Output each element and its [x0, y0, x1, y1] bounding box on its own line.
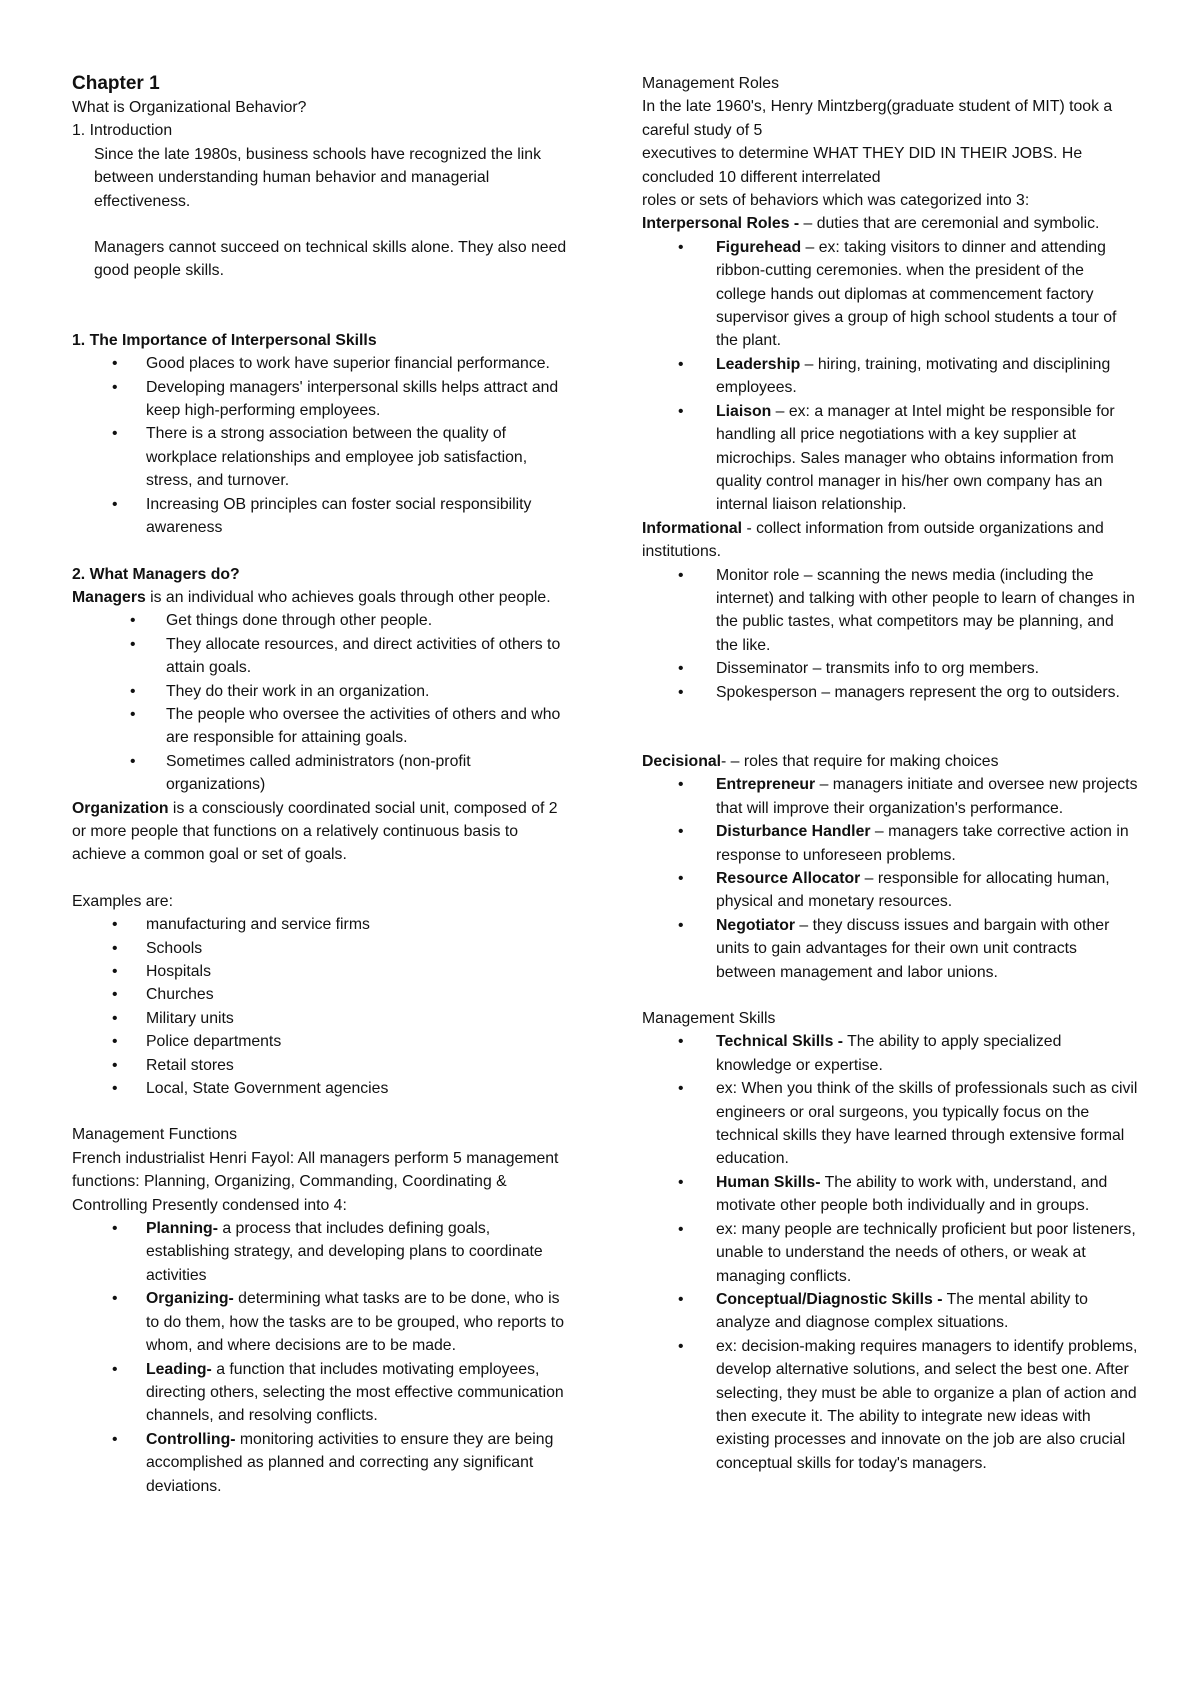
- list-item: • The people who oversee the activities of others and who are responsible for attaining goals.: [72, 703, 572, 750]
- section-heading: Management Roles: [642, 75, 779, 92]
- term: Figurehead: [716, 238, 802, 256]
- functions-list: [72, 1217, 572, 1498]
- list-item: [642, 820, 1138, 867]
- list-item: • They allocate resources, and direct activities of others to attain goals.: [72, 633, 572, 680]
- list-item: • Local, State Government agencies: [72, 1077, 572, 1100]
- term: Negotiator: [716, 916, 795, 934]
- managers-list: [72, 609, 572, 796]
- term: Interpersonal Roles -: [642, 215, 800, 233]
- term: Controlling-: [146, 1430, 236, 1448]
- item-text: The mental ability to analyze and diagnose complex situations.: [716, 1290, 1088, 1332]
- examples-label: Examples are:: [72, 892, 173, 910]
- list-item: • Good places to work have superior financial performance.: [72, 352, 572, 375]
- item-text: ex: When you think of the skills of professionals such as civil engineers or oral surgeons, you typically focus on the technical skills they have learned through extensive formal education.: [716, 1080, 1138, 1168]
- item-text: – managers take corrective action in response to unforeseen problems.: [716, 823, 1129, 864]
- list-item: [642, 773, 1138, 820]
- section-heading: 1. The Importance of Interpersonal Skills: [72, 331, 377, 349]
- definition: [72, 586, 572, 609]
- definition: [642, 750, 1138, 773]
- skills-list: [642, 1030, 1138, 1475]
- list-item: • There is a strong association between the quality of workplace relationships and employee job satisfaction, stress, and turnover.: [72, 422, 572, 492]
- list-item: [642, 1077, 1138, 1171]
- examples-list: [72, 913, 572, 1100]
- item-text: – ex: a manager at Intel might be responsible for handling all price negotiations with a key supplier at microchips. Sales manager who obtains information from quality control manager in his/her own company has an internal liaison relationship.: [716, 402, 1115, 514]
- list-item: [642, 1218, 1138, 1288]
- item-text: – ex: taking visitors to dinner and attending ribbon-cutting ceremonies. when the president of the college hands out diplomas at commencement factory supervisor gives a group of high school students a tour of the plant.: [716, 238, 1117, 350]
- term: Disturbance Handler: [716, 823, 871, 841]
- list-item: • Sometimes called administrators (non-profit organizations): [72, 750, 572, 797]
- list-item: [72, 1217, 572, 1287]
- list-item: [642, 1030, 1138, 1077]
- intro-heading: 1. Introduction: [72, 122, 173, 140]
- term: Informational: [642, 519, 743, 537]
- list-item: • Hospitals: [72, 960, 572, 983]
- list-item: • Military units: [72, 1007, 572, 1030]
- interpersonal-list: [642, 236, 1138, 517]
- roles-intro: In the late 1960's, Henry Mintzberg(graduate student of MIT) took a careful study of 5: [642, 98, 1113, 139]
- list-item: • Retail stores: [72, 1054, 572, 1077]
- list-item: • Schools: [72, 937, 572, 960]
- item-text: a process that includes defining goals, establishing strategy, and developing plans to coordinate activities: [146, 1220, 543, 1284]
- list-item: • Disseminator – transmits info to org members.: [642, 657, 1138, 680]
- term: Leading-: [146, 1360, 212, 1378]
- term: Conceptual/Diagnostic Skills -: [716, 1290, 943, 1308]
- definition-text: – duties that are ceremonial and symbolic.: [799, 215, 1100, 233]
- chapter-subtitle: What is Organizational Behavior?: [72, 99, 307, 116]
- term: Technical Skills -: [716, 1033, 844, 1051]
- term: Organizing-: [146, 1290, 234, 1308]
- item-text: monitoring activities to ensure they are being accomplished as planned and correcting any significant deviations.: [146, 1430, 554, 1495]
- list-item: • manufacturing and service firms: [72, 913, 572, 936]
- item-text: The ability to apply specialized knowledge or expertise.: [716, 1033, 1062, 1074]
- definition-text: is a consciously coordinated social unit, composed of 2 or more people that functions on a relatively continuous basis to achieve a common goal or set of goals.: [72, 799, 558, 864]
- definition-text: - – roles that require for making choices: [721, 752, 999, 770]
- list-item: • Churches: [72, 983, 572, 1006]
- intro-paragraph: Managers cannot succeed on technical skills alone. They also need good people skills.: [94, 239, 567, 280]
- list-item: [642, 353, 1138, 400]
- term: Planning-: [146, 1220, 218, 1238]
- term: Human Skills-: [716, 1173, 821, 1191]
- list-item: • Police departments: [72, 1030, 572, 1053]
- list-item: • Spokesperson – managers represent the org to outsiders.: [642, 681, 1138, 704]
- list-item: [642, 1288, 1138, 1335]
- item-text: a function that includes motivating employees, directing others, selecting the most effective communication channels, and resolving conflicts.: [146, 1360, 564, 1425]
- item-text: – responsible for allocating human, physical and monetary resources.: [716, 870, 1110, 911]
- term: Decisional: [642, 752, 722, 770]
- item-text: determining what tasks are to be done, who is to do them, how the tasks are to be grouped, who reports to whom, and where decisions are to be made.: [146, 1290, 564, 1355]
- list-item: • Monitor role – scanning the news media (including the internet) and talking with other people to learn of changes in the public tastes, what competitors may be planning, and the like.: [642, 564, 1138, 658]
- roles-intro: roles or sets of behaviors which was categorized into 3:: [642, 192, 1030, 210]
- definition: [642, 517, 1138, 564]
- section-heading: Management Functions: [72, 1126, 238, 1144]
- item-text: The ability to work with, understand, and motivate other people both individually and in groups.: [716, 1173, 1108, 1215]
- term: Leadership: [716, 355, 801, 373]
- term: Resource Allocator: [716, 870, 861, 887]
- item-text: – they discuss issues and bargain with other units to gain advantages for their own unit contracts between management and labor unions.: [716, 916, 1110, 981]
- left-column: [72, 72, 572, 1498]
- term: Managers: [72, 588, 146, 606]
- term: Organization: [72, 799, 169, 817]
- definition-text: - collect information from outside organizations and institutions.: [642, 519, 1104, 561]
- item-text: ex: decision-making requires managers to identify problems, develop alternative solutions, and select the best one. After selecting, they must be able to organize a plan of action and then execute it. The ability to integrate new ideas with existing processes and innovate on the job are also crucial conceptual skills for today's managers.: [716, 1337, 1138, 1472]
- list-item: • Get things done through other people.: [72, 609, 572, 632]
- list-item: • Developing managers' interpersonal skills helps attract and keep high-performing employees.: [72, 376, 572, 423]
- right-column: [642, 72, 1138, 1475]
- item-text: – managers initiate and oversee new projects that will improve their organization's performance.: [716, 776, 1138, 817]
- list-item: [72, 1287, 572, 1357]
- list-item: [642, 914, 1138, 984]
- list-item: [642, 236, 1138, 353]
- functions-intro: French industrialist Henri Fayol: All managers perform 5 management functions: Planning, Organizing, Commanding, Coordinating & Controlling Presently condensed into 4:: [72, 1149, 559, 1214]
- chapter-title: Chapter 1: [72, 73, 160, 94]
- roles-intro: executives to determine WHAT THEY DID IN THEIR JOBS. He concluded 10 different interrelated: [642, 145, 1083, 186]
- decisional-list: [642, 773, 1138, 984]
- intro-paragraph: Since the late 1980s, business schools have recognized the link between understanding human behavior and managerial effectiveness.: [94, 145, 541, 210]
- informational-list: [642, 564, 1138, 704]
- list-item: [642, 1171, 1138, 1218]
- section-heading: 2. What Managers do?: [72, 565, 240, 583]
- importance-list: [72, 352, 572, 539]
- list-item: [72, 1428, 572, 1498]
- list-item: [642, 867, 1138, 914]
- list-item: • Increasing OB principles can foster social responsibility awareness: [72, 493, 572, 540]
- definition-text: is an individual who achieves goals through other people.: [145, 588, 551, 606]
- item-text: ex: many people are technically proficient but poor listeners, unable to understand the needs of others, or weak at managing conflicts.: [716, 1220, 1136, 1285]
- definition: [72, 797, 572, 867]
- term: Entrepreneur: [716, 776, 816, 794]
- list-item: [642, 400, 1138, 517]
- section-heading: Management Skills: [642, 1010, 776, 1028]
- list-item: [72, 1358, 572, 1428]
- definition: [642, 212, 1138, 235]
- term: Liaison: [716, 402, 772, 420]
- item-text: – hiring, training, motivating and disciplining employees.: [716, 355, 1111, 397]
- list-item: • They do their work in an organization.: [72, 680, 572, 703]
- list-item: [642, 1335, 1138, 1475]
